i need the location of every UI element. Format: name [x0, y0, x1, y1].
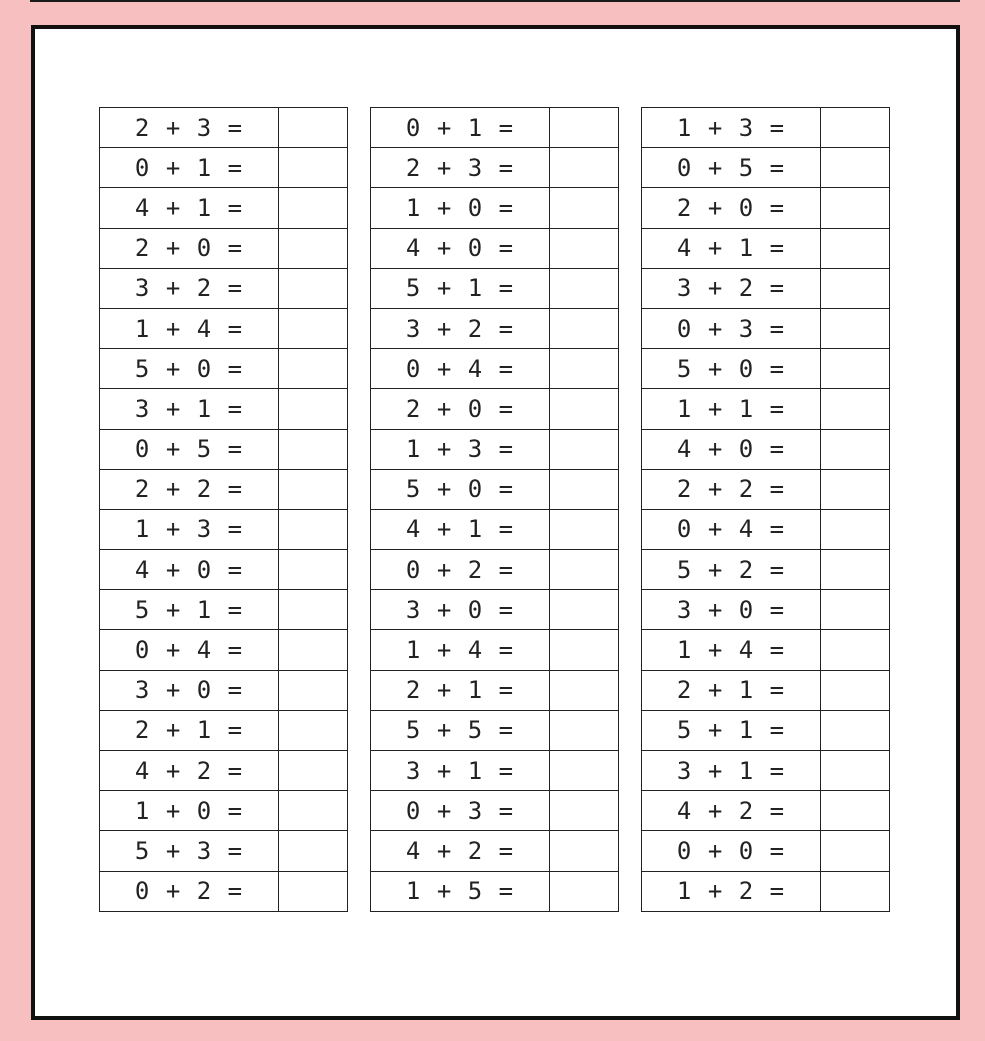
- problem-row: [371, 108, 619, 148]
- problem-row: [371, 509, 619, 549]
- problem-text: 4 + 2 =: [100, 751, 279, 791]
- problem-text: 5 + 3 =: [100, 831, 279, 871]
- answer-box[interactable]: [279, 791, 348, 831]
- answer-box[interactable]: [821, 670, 890, 710]
- answer-box[interactable]: [550, 268, 619, 308]
- problem-row: [100, 550, 348, 590]
- answer-box[interactable]: [550, 148, 619, 188]
- answer-box[interactable]: [821, 871, 890, 911]
- problem-row: [100, 268, 348, 308]
- problem-text: 4 + 0 =: [100, 550, 279, 590]
- answer-box[interactable]: [550, 188, 619, 228]
- problem-row: [100, 670, 348, 710]
- answer-box[interactable]: [821, 751, 890, 791]
- problem-row: [642, 751, 890, 791]
- answer-box[interactable]: [279, 469, 348, 509]
- problem-row: [100, 308, 348, 348]
- answer-box[interactable]: [821, 590, 890, 630]
- answer-box[interactable]: [821, 710, 890, 750]
- answer-box[interactable]: [821, 188, 890, 228]
- answer-box[interactable]: [550, 228, 619, 268]
- answer-box[interactable]: [279, 268, 348, 308]
- answer-box[interactable]: [550, 108, 619, 148]
- problem-row: [371, 550, 619, 590]
- problem-text: 0 + 2 =: [371, 550, 550, 590]
- answer-box[interactable]: [279, 670, 348, 710]
- problem-row: [371, 389, 619, 429]
- problem-text: 2 + 1 =: [642, 670, 821, 710]
- answer-box[interactable]: [279, 108, 348, 148]
- problem-row: [642, 791, 890, 831]
- problem-text: 0 + 5 =: [100, 429, 279, 469]
- problem-row: [371, 188, 619, 228]
- problem-row: [100, 831, 348, 871]
- answer-box[interactable]: [279, 751, 348, 791]
- answer-box[interactable]: [279, 710, 348, 750]
- problem-text: 4 + 0 =: [371, 228, 550, 268]
- problem-text: 2 + 3 =: [100, 108, 279, 148]
- problem-row: [371, 268, 619, 308]
- problem-row: [642, 509, 890, 549]
- problem-text: 5 + 0 =: [642, 349, 821, 389]
- answer-box[interactable]: [279, 831, 348, 871]
- problem-row: [371, 710, 619, 750]
- problem-text: 3 + 0 =: [371, 590, 550, 630]
- problem-row: [642, 630, 890, 670]
- answer-box[interactable]: [550, 308, 619, 348]
- problem-text: 1 + 1 =: [642, 389, 821, 429]
- problem-row: [642, 108, 890, 148]
- problem-row: [642, 268, 890, 308]
- answer-box[interactable]: [550, 389, 619, 429]
- problem-text: 5 + 5 =: [371, 710, 550, 750]
- problem-text: 0 + 0 =: [642, 831, 821, 871]
- problem-text: 5 + 0 =: [100, 349, 279, 389]
- problem-row: [371, 228, 619, 268]
- problem-text: 4 + 2 =: [642, 791, 821, 831]
- problem-text: 1 + 0 =: [100, 791, 279, 831]
- answer-box[interactable]: [821, 791, 890, 831]
- problem-text: 1 + 3 =: [642, 108, 821, 148]
- answer-box[interactable]: [821, 349, 890, 389]
- answer-box[interactable]: [279, 308, 348, 348]
- problem-text: 0 + 2 =: [100, 871, 279, 911]
- problem-row: [371, 469, 619, 509]
- problem-row: [100, 710, 348, 750]
- problem-text: 1 + 3 =: [100, 509, 279, 549]
- answer-box[interactable]: [550, 831, 619, 871]
- problem-text: 3 + 2 =: [371, 308, 550, 348]
- answer-box[interactable]: [279, 590, 348, 630]
- problem-text: 4 + 0 =: [642, 429, 821, 469]
- answer-box[interactable]: [821, 509, 890, 549]
- problem-text: 5 + 0 =: [371, 469, 550, 509]
- problem-text: 2 + 3 =: [371, 148, 550, 188]
- problem-row: [642, 429, 890, 469]
- problem-row: [100, 871, 348, 911]
- problem-row: [642, 228, 890, 268]
- answer-box[interactable]: [279, 188, 348, 228]
- problem-row: [100, 389, 348, 429]
- problem-row: [371, 871, 619, 911]
- answer-box[interactable]: [550, 509, 619, 549]
- problem-row: [371, 751, 619, 791]
- problem-text: 2 + 0 =: [642, 188, 821, 228]
- top-border-line: [30, 0, 960, 2]
- problem-row: [100, 630, 348, 670]
- problem-row: [371, 308, 619, 348]
- problem-text: 0 + 4 =: [642, 509, 821, 549]
- problem-text: 1 + 4 =: [371, 630, 550, 670]
- answer-box[interactable]: [550, 469, 619, 509]
- problem-text: 5 + 1 =: [371, 268, 550, 308]
- answer-box[interactable]: [821, 550, 890, 590]
- worksheet-page: [31, 25, 960, 1020]
- answer-box[interactable]: [821, 389, 890, 429]
- problem-row: [371, 349, 619, 389]
- answer-box[interactable]: [279, 509, 348, 549]
- answer-box[interactable]: [821, 429, 890, 469]
- problem-row: [642, 710, 890, 750]
- problem-text: 2 + 1 =: [100, 710, 279, 750]
- problem-row: [100, 148, 348, 188]
- problem-column-1: [99, 107, 348, 912]
- answer-box[interactable]: [821, 148, 890, 188]
- problem-row: [371, 670, 619, 710]
- problem-row: [100, 469, 348, 509]
- problem-text: 2 + 0 =: [100, 228, 279, 268]
- problem-text: 4 + 2 =: [371, 831, 550, 871]
- problem-row: [100, 751, 348, 791]
- problem-text: 5 + 2 =: [642, 550, 821, 590]
- answer-box[interactable]: [550, 871, 619, 911]
- problem-text: 0 + 3 =: [642, 308, 821, 348]
- problem-row: [100, 590, 348, 630]
- problem-row: [642, 550, 890, 590]
- problem-text: 5 + 1 =: [642, 710, 821, 750]
- problem-text: 3 + 0 =: [642, 590, 821, 630]
- problem-row: [642, 831, 890, 871]
- problem-text: 4 + 1 =: [100, 188, 279, 228]
- problem-row: [100, 429, 348, 469]
- problem-row: [371, 630, 619, 670]
- problem-text: 1 + 5 =: [371, 871, 550, 911]
- problem-text: 0 + 1 =: [371, 108, 550, 148]
- problem-row: [100, 349, 348, 389]
- problem-text: 0 + 3 =: [371, 791, 550, 831]
- answer-box[interactable]: [279, 389, 348, 429]
- problem-text: 2 + 1 =: [371, 670, 550, 710]
- answer-box[interactable]: [279, 871, 348, 911]
- problem-row: [642, 871, 890, 911]
- answer-box[interactable]: [821, 831, 890, 871]
- answer-box[interactable]: [821, 308, 890, 348]
- problem-row: [371, 429, 619, 469]
- problem-row: [642, 590, 890, 630]
- problem-row: [642, 469, 890, 509]
- problem-text: 3 + 1 =: [371, 751, 550, 791]
- problem-text: 3 + 1 =: [642, 751, 821, 791]
- answer-box[interactable]: [821, 108, 890, 148]
- answer-box[interactable]: [279, 429, 348, 469]
- answer-box[interactable]: [279, 630, 348, 670]
- answer-box[interactable]: [550, 710, 619, 750]
- problem-row: [100, 108, 348, 148]
- problem-row: [642, 349, 890, 389]
- problem-text: 3 + 1 =: [100, 389, 279, 429]
- answer-box[interactable]: [821, 268, 890, 308]
- problem-row: [642, 389, 890, 429]
- problem-row: [642, 308, 890, 348]
- answer-box[interactable]: [550, 590, 619, 630]
- problem-row: [371, 791, 619, 831]
- answer-box[interactable]: [550, 670, 619, 710]
- problem-row: [100, 188, 348, 228]
- answer-box[interactable]: [821, 469, 890, 509]
- problem-row: [371, 831, 619, 871]
- answer-box[interactable]: [821, 228, 890, 268]
- problem-row: [100, 228, 348, 268]
- problem-text: 5 + 1 =: [100, 590, 279, 630]
- answer-box[interactable]: [550, 349, 619, 389]
- problem-text: 3 + 2 =: [100, 268, 279, 308]
- problem-text: 1 + 3 =: [371, 429, 550, 469]
- problem-text: 1 + 4 =: [642, 630, 821, 670]
- problem-row: [642, 188, 890, 228]
- problem-text: 4 + 1 =: [371, 509, 550, 549]
- problem-text: 3 + 2 =: [642, 268, 821, 308]
- answer-box[interactable]: [550, 751, 619, 791]
- answer-box[interactable]: [279, 148, 348, 188]
- answer-box[interactable]: [279, 349, 348, 389]
- problem-text: 1 + 4 =: [100, 308, 279, 348]
- problem-text: 3 + 0 =: [100, 670, 279, 710]
- problem-row: [100, 791, 348, 831]
- answer-box[interactable]: [279, 228, 348, 268]
- problem-column-3: [641, 107, 890, 912]
- answer-box[interactable]: [550, 550, 619, 590]
- problem-text: 2 + 0 =: [371, 389, 550, 429]
- answer-box[interactable]: [550, 630, 619, 670]
- answer-box[interactable]: [821, 630, 890, 670]
- problem-text: 2 + 2 =: [100, 469, 279, 509]
- problem-text: 4 + 1 =: [642, 228, 821, 268]
- answer-box[interactable]: [550, 791, 619, 831]
- problem-text: 0 + 1 =: [100, 148, 279, 188]
- problem-column-2: [370, 107, 619, 912]
- problem-text: 0 + 5 =: [642, 148, 821, 188]
- problem-row: [642, 148, 890, 188]
- problem-text: 0 + 4 =: [100, 630, 279, 670]
- problem-text: 1 + 2 =: [642, 871, 821, 911]
- problem-row: [642, 670, 890, 710]
- problem-text: 2 + 2 =: [642, 469, 821, 509]
- answer-box[interactable]: [550, 429, 619, 469]
- problem-row: [371, 590, 619, 630]
- problem-row: [100, 509, 348, 549]
- problem-row: [371, 148, 619, 188]
- problem-text: 0 + 4 =: [371, 349, 550, 389]
- answer-box[interactable]: [279, 550, 348, 590]
- problem-text: 1 + 0 =: [371, 188, 550, 228]
